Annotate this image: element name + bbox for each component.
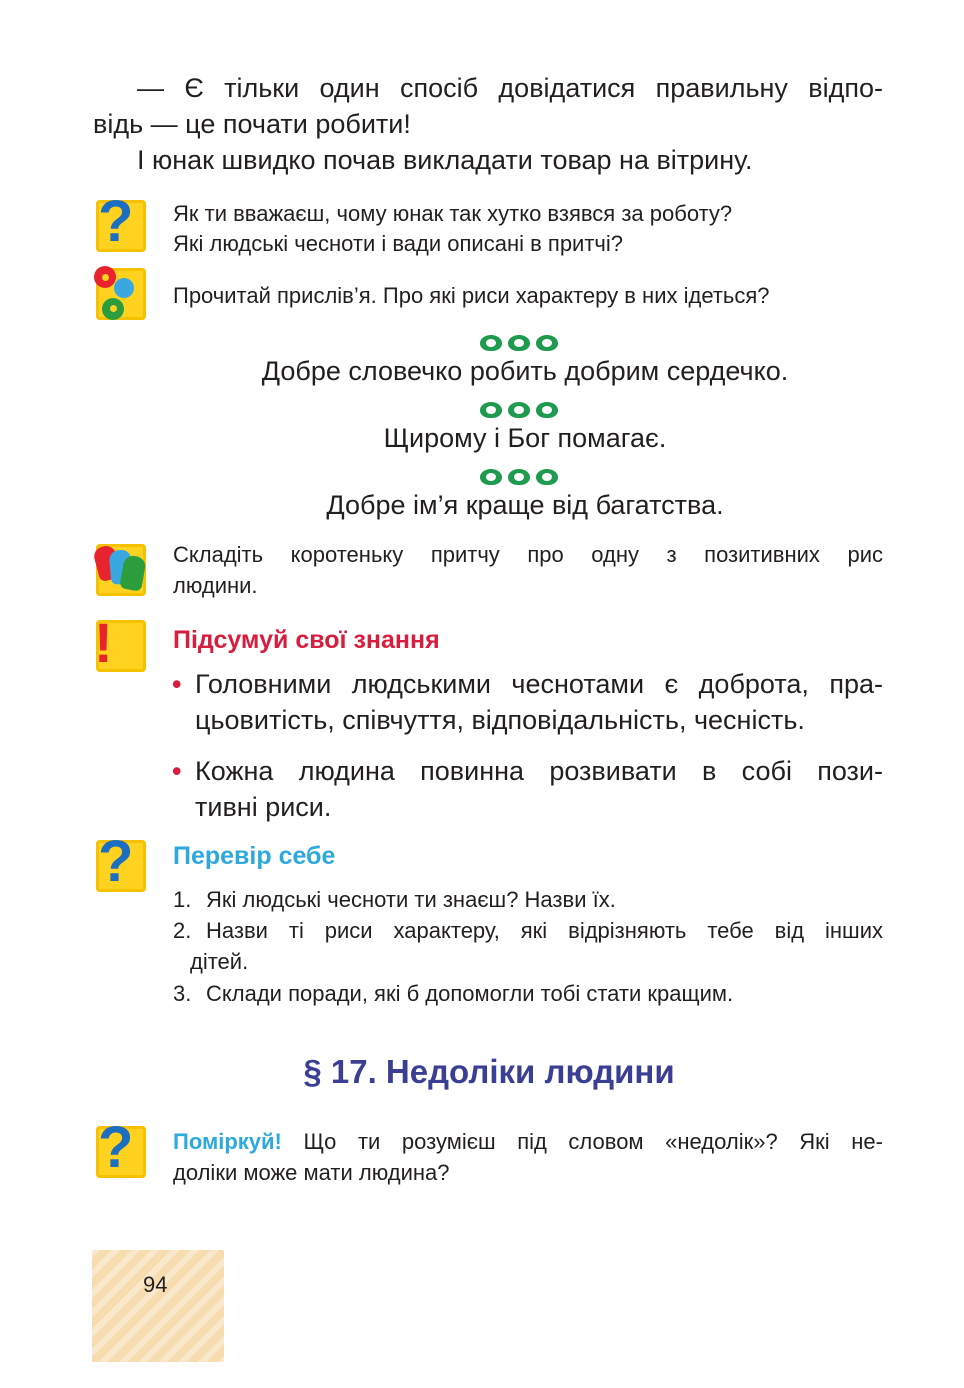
check-item-1-text: Які людські чесноти ти знаєш? Назви їх. bbox=[206, 887, 616, 912]
flowers-icon bbox=[92, 264, 150, 326]
summary-bullet-1-mark: • bbox=[172, 669, 182, 699]
summary-bullet-1-line-1: Головними людськими чеснотами є доброта, пра- bbox=[195, 669, 883, 699]
think-line-1 bbox=[173, 1126, 883, 1157]
check-item-3-number: 3. bbox=[173, 981, 192, 1006]
check-item-2-number: 2. bbox=[173, 918, 192, 943]
exclamation-icon: ! bbox=[92, 616, 150, 678]
ornament-divider bbox=[480, 402, 558, 422]
check-item-2-line-2: дітей. bbox=[190, 949, 249, 974]
think-label: Поміркуй! bbox=[173, 1129, 282, 1154]
summary-bullet-2-line-1: Кожна людина повинна розвивати в собі пози- bbox=[195, 756, 883, 786]
question-mark-icon: ? bbox=[92, 196, 150, 258]
narration-line: І юнак швидко почав викладати товар на вітрину. bbox=[137, 145, 753, 175]
question-1-line-2: Які людські чесноти і вади описані в притчі? bbox=[173, 231, 624, 256]
dialog-line-2: відь — це почати робити! bbox=[93, 109, 411, 139]
summary-heading: Підсумуй свої знання bbox=[173, 626, 440, 654]
dialog-line-1: — Є тільки один спосіб довідатися правильну відпо- bbox=[137, 73, 883, 103]
check-item-3-text: Склади поради, які б допомогли тобі стати кращим. bbox=[206, 981, 734, 1006]
proverb-3: Добре ім’я краще від багатства. bbox=[326, 490, 724, 520]
task-proverbs-text: Прочитай прислів’я. Про які риси характеру в них ідеться? bbox=[173, 283, 770, 308]
summary-bullet-2-line-2: тивні риси. bbox=[195, 792, 332, 822]
question-1-line-1: Як ти вважаєш, чому юнак так хутко взявся за роботу? bbox=[173, 201, 733, 226]
ornament-divider bbox=[480, 469, 558, 489]
think-text: Що ти розумієш під словом «недолік»? Які не- bbox=[281, 1129, 883, 1154]
task-write-line-2: людини. bbox=[173, 573, 258, 598]
check-item-1-number: 1. bbox=[173, 887, 192, 912]
ornament-divider bbox=[480, 335, 558, 355]
proverb-1: Добре словечко робить добрим сердечко. bbox=[261, 356, 789, 386]
section-title: § 17. Недоліки людини bbox=[303, 1053, 675, 1090]
think-line-2: доліки може мати людина? bbox=[173, 1160, 450, 1185]
task-write-line-1: Складіть коротеньку притчу про одну з позитивних рис bbox=[173, 542, 883, 567]
check-item-2-line-1: Назви ті риси характеру, які відрізняють тебе від інших bbox=[206, 918, 883, 943]
summary-bullet-2-mark: • bbox=[172, 756, 182, 786]
summary-bullet-1-line-2: цьовитість, співчуття, відповідальність, чесність. bbox=[195, 705, 805, 735]
proverb-2: Щирому і Бог помагає. bbox=[383, 423, 667, 453]
question-mark-icon: ? bbox=[92, 1122, 150, 1184]
check-heading: Перевір себе bbox=[173, 842, 336, 870]
page-number: 94 bbox=[143, 1272, 168, 1297]
page-corner-decoration bbox=[92, 1250, 224, 1362]
question-mark-icon: ? bbox=[92, 836, 150, 898]
hands-icon bbox=[92, 540, 150, 602]
